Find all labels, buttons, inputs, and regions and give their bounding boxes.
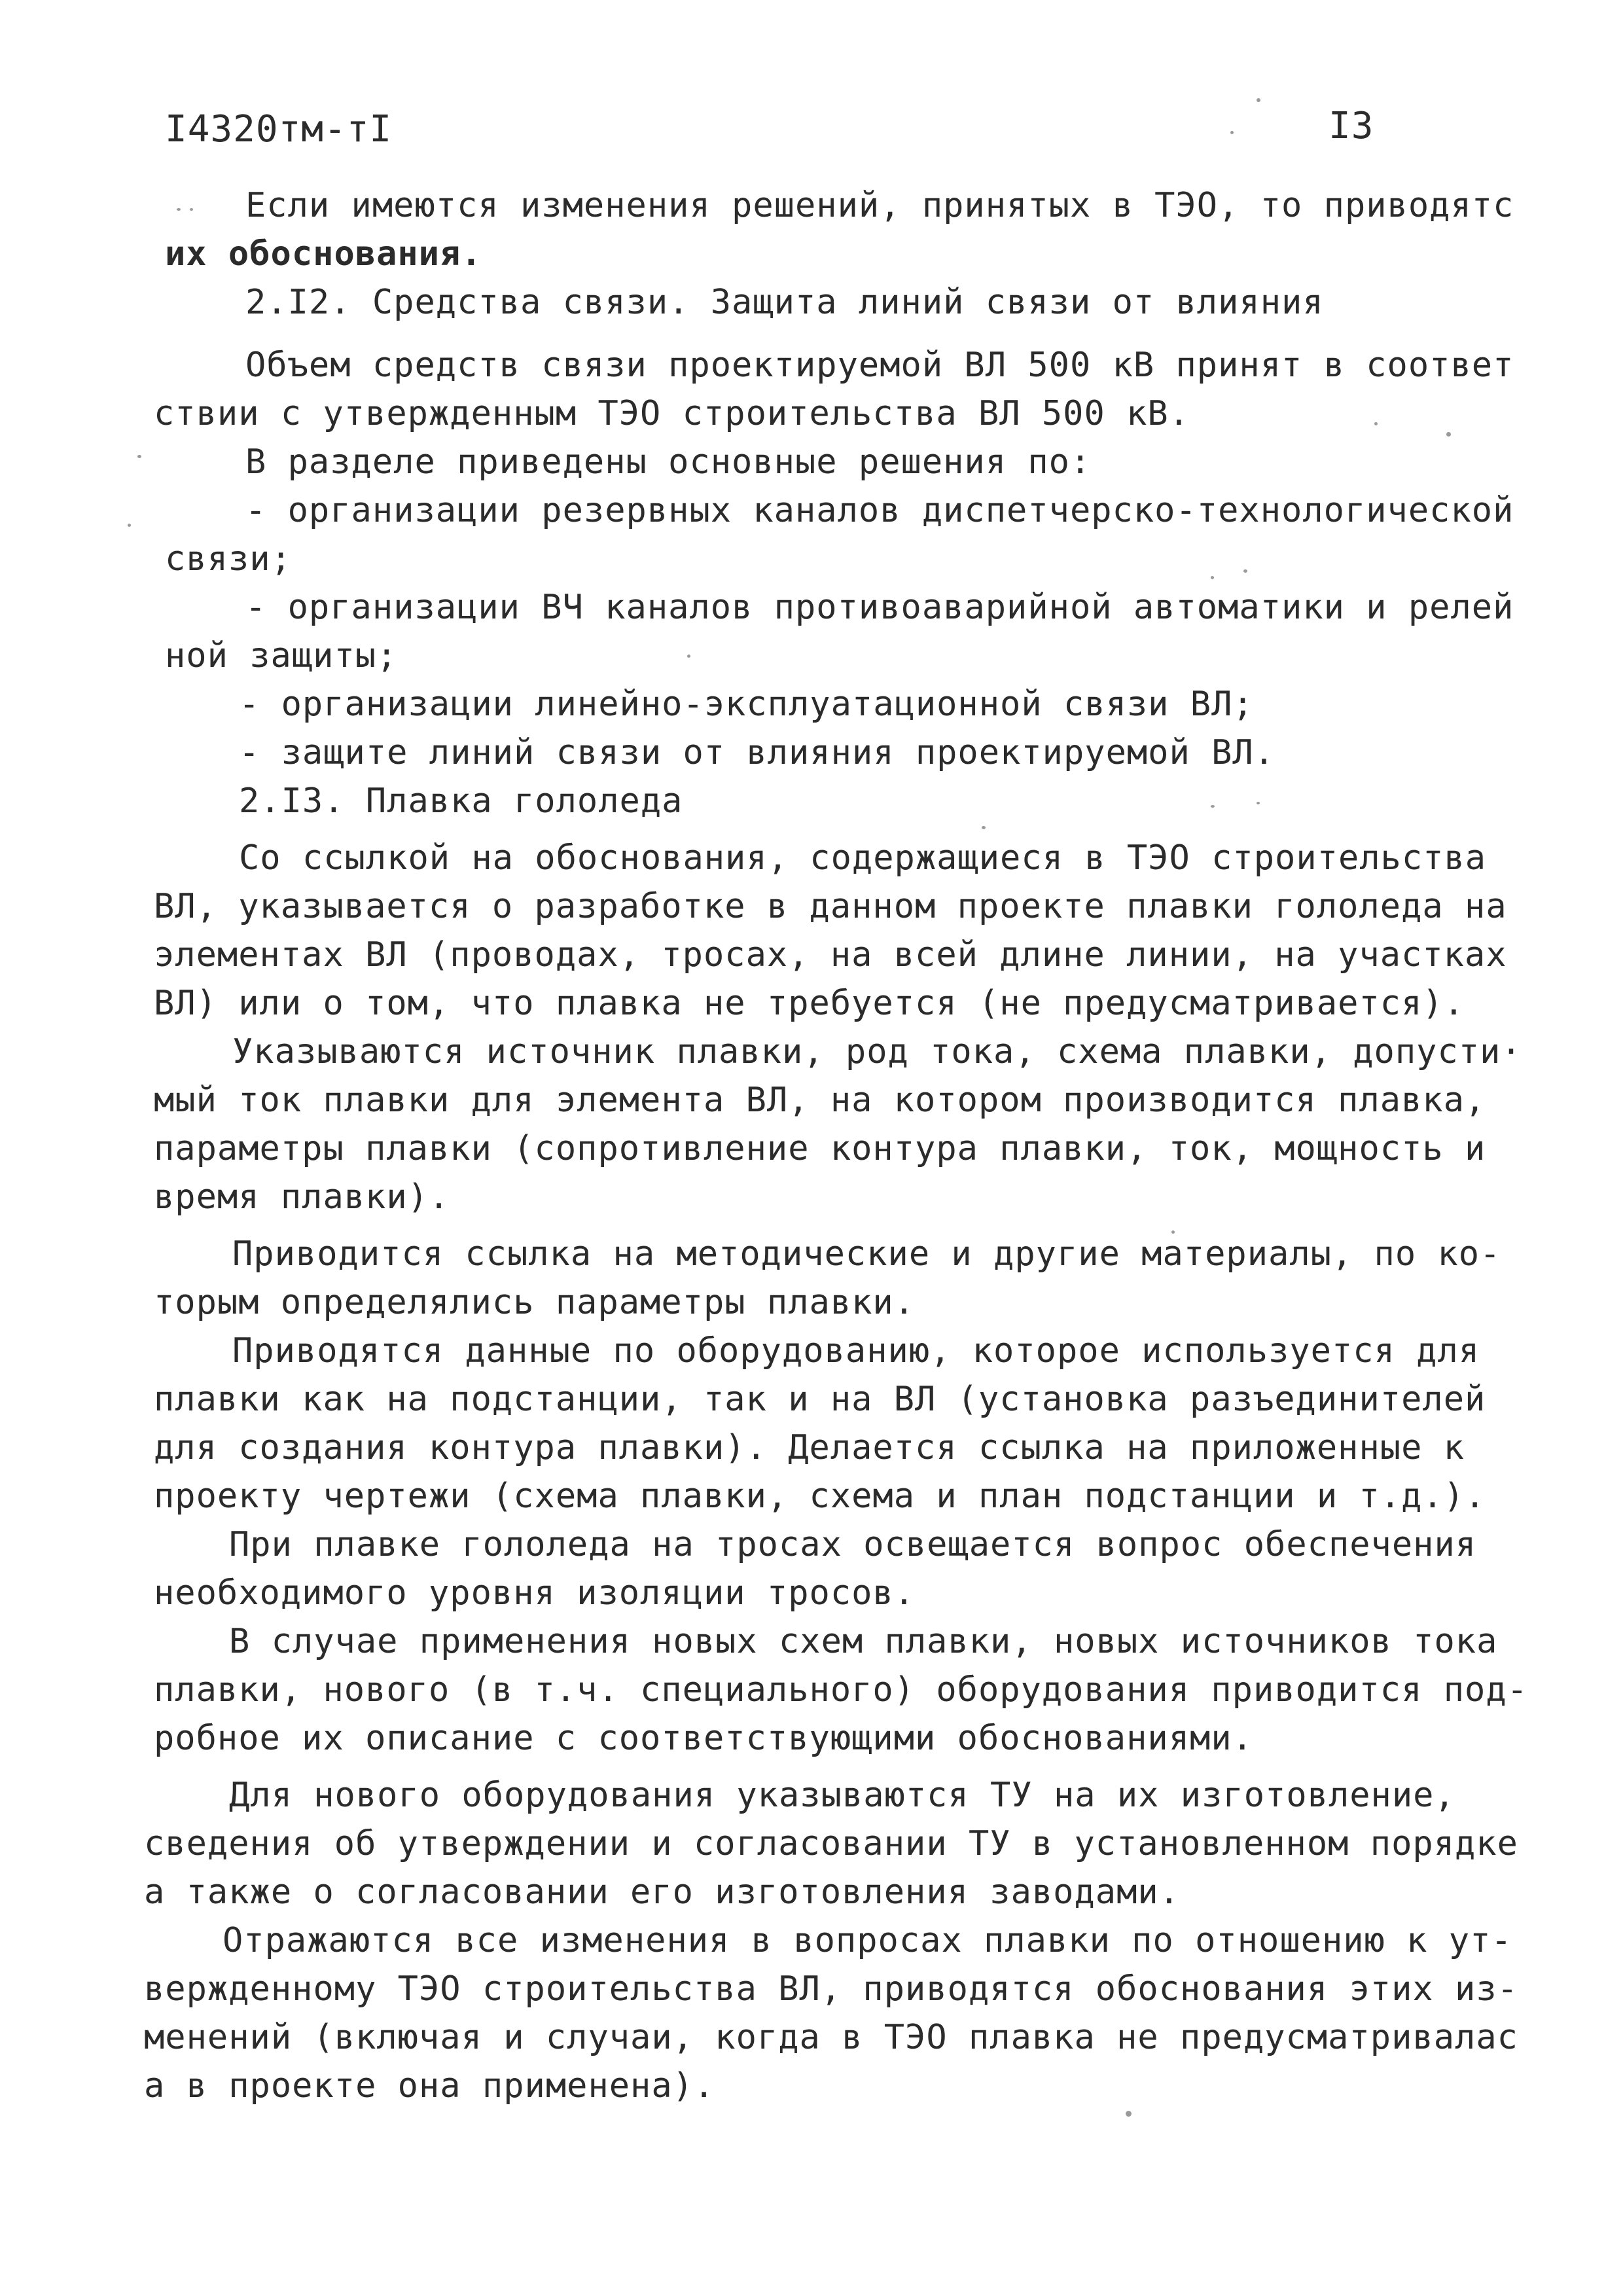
scan-speck (1171, 1230, 1175, 1234)
text-line: параметры плавки (сопротивление контура плавки, ток, мощность и (154, 1129, 1486, 1168)
text-line: ВЛ) или о том, что плавка не требуется (не предусматривается). (154, 984, 1465, 1023)
text-line: для создания контура плавки). Делается ссылка на приложенные к (154, 1428, 1465, 1467)
text-line: ВЛ, указывается о разработке в данном проекте плавки гололеда на (154, 887, 1507, 926)
scan-speck (190, 208, 193, 211)
text-line: - организации резервных каналов диспетчерско-технологической (245, 491, 1514, 530)
scan-speck (1211, 576, 1214, 579)
text-line: Объем средств связи проектируемой ВЛ 500 кВ принят в соответ (245, 346, 1514, 385)
text-line: вержденному ТЭО строительства ВЛ, приводятся обоснования этих из- (144, 1969, 1518, 2009)
text-line: их обоснования. (165, 234, 482, 274)
scan-speck (982, 826, 986, 829)
text-line: робное их описание с соответствующими обоснованиями. (154, 1719, 1253, 1758)
text-line: ствии с утвержденным ТЭО строительства ВЛ 500 кВ. (154, 394, 1190, 433)
section-heading-2-13: 2.I3. Плавка гололеда (239, 781, 683, 821)
text-line: связи; (165, 539, 292, 579)
text-line: В разделе приведены основные решения по: (245, 442, 1092, 482)
text-line: элементах ВЛ (проводах, тросах, на всей длине линии, на участках (154, 935, 1507, 975)
scan-speck (1446, 432, 1451, 437)
text-line: Приводятся данные по оборудованию, которое используется для (232, 1331, 1480, 1371)
text-line: сведения об утверждении и согласовании ТУ в установленном порядке (144, 1824, 1518, 1863)
text-line: Со ссылкой на обоснования, содержащиеся в ТЭО строительства (239, 838, 1487, 878)
scan-speck (1257, 802, 1260, 804)
text-line: Для нового оборудования указываются ТУ на их изготовление, (229, 1776, 1455, 1815)
text-line: - организации ВЧ каналов противоаварийной автоматики и релей (245, 588, 1514, 627)
text-line: - защите линий связи от влияния проектируемой ВЛ. (239, 733, 1275, 772)
document-code: I4320тм-тI (165, 108, 393, 151)
scan-speck (128, 524, 131, 527)
text-line: а также о согласовании его изготовления заводами. (144, 1873, 1181, 1912)
scan-speck (1230, 131, 1234, 134)
scan-speck (1243, 569, 1247, 573)
scan-speck (1374, 422, 1378, 425)
text-line: Приводится ссылка на методические и другие материалы, по ко- (232, 1234, 1501, 1274)
text-line: мый ток плавки для элемента ВЛ, на котором производится плавка, (154, 1081, 1486, 1120)
scan-speck (687, 655, 690, 658)
text-line: ной защиты; (165, 636, 398, 675)
text-line: плавки, нового (в т.ч. специального) оборудования приводится под- (154, 1670, 1528, 1710)
scan-speck (1211, 805, 1215, 808)
text-line: При плавке гололеда на тросах освещается вопрос обеспечения (229, 1525, 1477, 1564)
text-line: Указываются источник плавки, род тока, схема плавки, допусти· (232, 1032, 1522, 1071)
text-line: проекту чертежи (схема плавки, схема и план подстанции и т.д.). (154, 1477, 1486, 1516)
text-line: Отражаются все изменения в вопросах плавки по отношению к ут- (223, 1921, 1512, 1960)
text-line: Если имеются изменения решений, принятых в ТЭО, то приводятс (245, 186, 1514, 225)
text-line: время плавки). (154, 1177, 450, 1217)
scan-speck (137, 455, 141, 458)
text-line: торым определялись параметры плавки. (154, 1283, 916, 1322)
text-line: - организации линейно-эксплуатационной связи ВЛ; (239, 685, 1254, 724)
page-number: I3 (1329, 105, 1374, 147)
scan-speck (1257, 98, 1260, 102)
scan-speck (177, 208, 181, 211)
text-line: плавки как на подстанции, так и на ВЛ (установка разъединителей (154, 1380, 1486, 1419)
scan-speck (1126, 2111, 1132, 2117)
text-line: менений (включая и случаи, когда в ТЭО плавка не предусматривалас (144, 2018, 1518, 2057)
section-heading-2-12: 2.I2. Средства связи. Защита линий связи от влияния (245, 283, 1324, 322)
text-line: а в проекте она применена). (144, 2066, 715, 2106)
text-line: необходимого уровня изоляции тросов. (154, 1573, 916, 1613)
text-line: В случае применения новых схем плавки, новых источников тока (229, 1622, 1498, 1661)
